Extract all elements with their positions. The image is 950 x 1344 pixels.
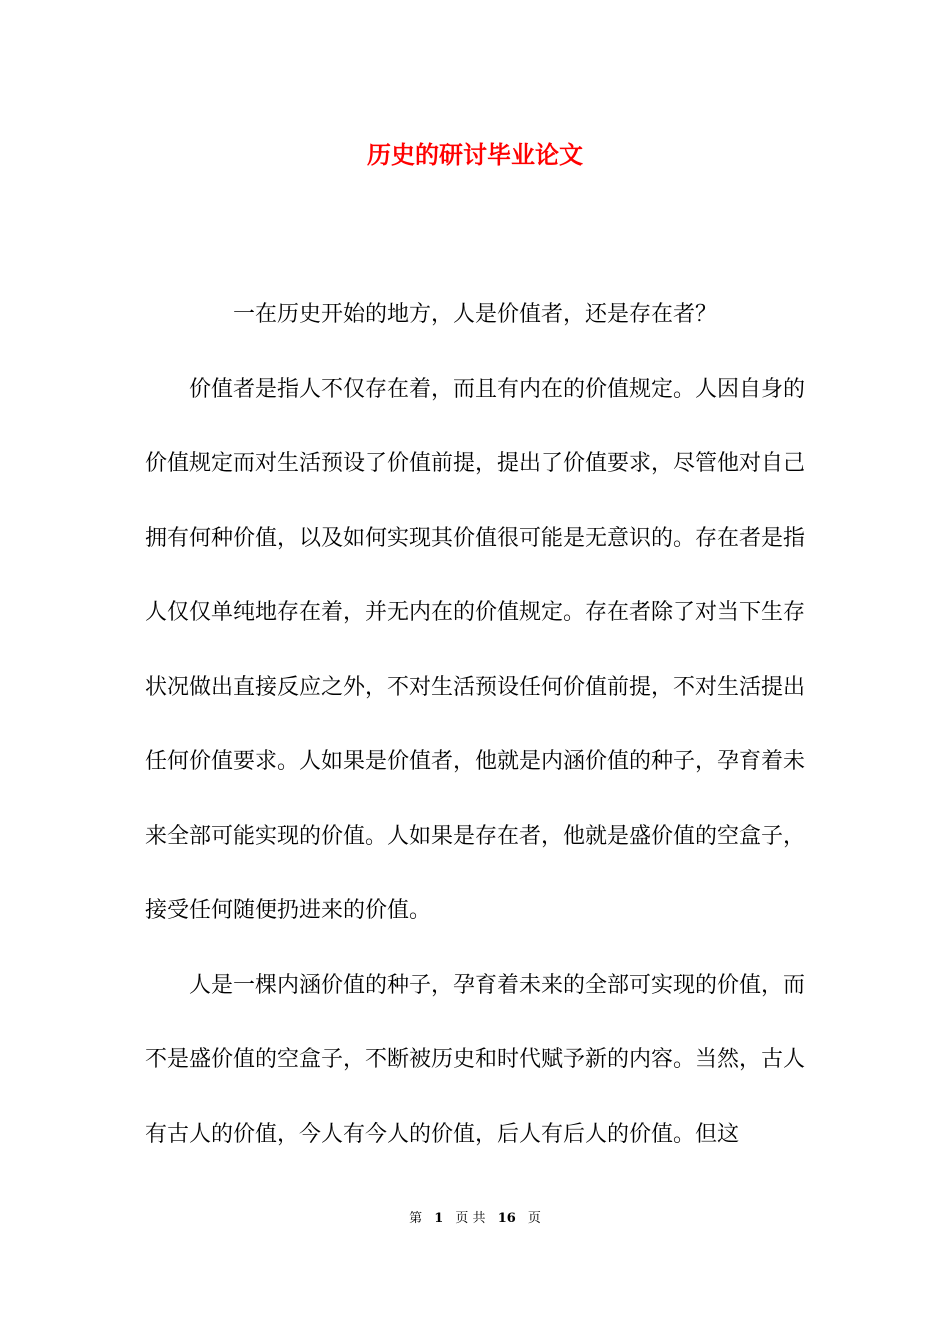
footer-suffix: 页 [527, 1211, 541, 1226]
footer-mid: 页 共 [455, 1211, 486, 1226]
paragraph-question: 一在历史开始的地方，人是价值者，还是存在者？ [233, 302, 718, 327]
paragraph-definition: 价值者是指人不仅存在着，而且有内在的价值规定。人因自身的价值规定而对生活预设了价值前提，提出了价值要求，尽管他对自己拥有何种价值，以及如何实现其价值很可能是无意识的。存在者是指人仅仅单纯地存在着，并无内在的价值规定。存在者除了对当下生存状况做出直接反应之外，不对生活预设任何价值前提，不对生活提出任何价值要求。人如果是价值者，他就是内涵价值的种子，孕育着未来全部可能实现的价值。人如果是存在者，他就是盛价值的空盒子，接受任何随便扔进来的价值。 [145, 376, 806, 923]
footer-page-number: 1 [434, 1211, 444, 1226]
document-body [145, 278, 805, 1172]
paragraph-seed: 人是一棵内涵价值的种子，孕育着未来的全部可实现的价值，而不是盛价值的空盒子，不断被历史和时代赋予新的内容。当然，古人有古人的价值，今人有今人的价值，后人有后人的价值。但这 [145, 972, 806, 1147]
footer-total-pages: 16 [497, 1211, 516, 1226]
footer-prefix: 第 [409, 1211, 423, 1226]
document-title: 历史的研讨毕业论文 [367, 140, 583, 169]
page-footer [0, 1209, 950, 1229]
